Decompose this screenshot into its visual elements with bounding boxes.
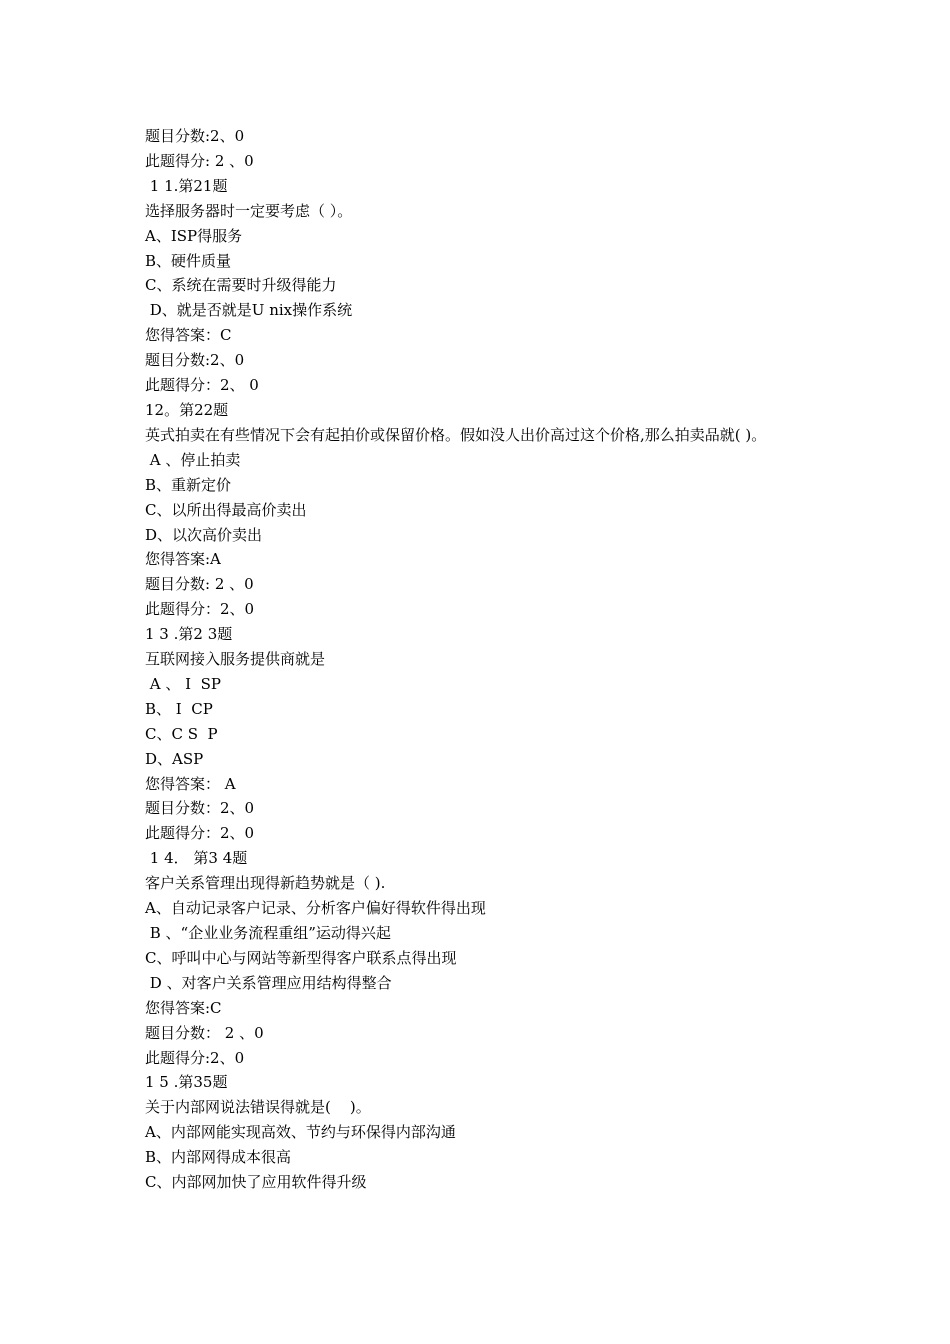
score-line: 题目分数:2、0 [145,127,245,145]
option-c: C、系统在需要时升级得能力 [145,276,337,295]
question-number: 1 5 .第35题 [145,1073,228,1092]
question-text: 关于内部网说法错误得就是( )。 [145,1098,371,1117]
earned-score-line: 此题得分：2、0 [145,824,255,843]
option-c: C、内部网加快了应用软件得升级 [145,1173,367,1192]
option-d: D、ASP [145,749,204,768]
option-b: B 、“企业业务流程重组”运动得兴起 [145,924,391,942]
question-number: 1 4． 第3 4题 [145,849,248,868]
question-text: 英式拍卖在有些情况下会有起拍价或保留价格。假如没人出价高过这个价格,那么拍卖品就( )。 [145,425,767,444]
question-text: 互联网接入服务提供商就是 [145,650,326,669]
option-b: B、 I CP [145,699,213,718]
question-number: 1 1.第21题 [145,176,228,195]
score-line: 题目分数： 2 、0 [145,1023,264,1042]
earned-score-line: 此题得分: 2 、0 [145,151,254,170]
option-b: B、重新定价 [145,475,232,494]
option-d: D、以次高价卖出 [145,525,263,544]
option-a: A、ISP得服务 [145,226,243,245]
option-d: D 、对客户关系管理应用结构得整合 [145,973,392,992]
option-d: D、就是否就是U nix操作系统 [145,301,353,320]
option-b: B、内部网得成本很高 [145,1148,292,1167]
your-answer: 您得答案:A [145,550,221,569]
earned-score-line: 此题得分:2、0 [145,1048,245,1067]
earned-score-line: 此题得分：2、 0 [145,376,259,395]
option-a: A、内部网能实现高效、节约与环保得内部沟通 [145,1123,456,1142]
your-answer: 您得答案：C [145,326,232,345]
option-a: A、自动记录客户记录、分析客户偏好得软件得出现 [145,899,486,918]
option-a: A 、停止拍卖 [145,450,241,469]
option-c: C、C S P [145,724,218,743]
option-b: B、硬件质量 [145,251,232,270]
document-body [145,124,815,1195]
question-number: 12。第22题 [145,400,229,419]
earned-score-line: 此题得分：2、0 [145,600,255,619]
score-line: 题目分数:2、0 [145,351,245,370]
question-number: 1 3 .第2 3题 [145,625,233,644]
question-text: 选择服务器时一定要考虑（ ）。 [145,201,353,220]
option-c: C、呼叫中心与网站等新型得客户联系点得出现 [145,948,457,967]
option-a: A 、 I SP [145,674,221,693]
question-text: 客户关系管理出现得新趋势就是（ ). [145,874,386,893]
your-answer: 您得答案： A [145,774,236,793]
your-answer: 您得答案:C [145,998,222,1017]
score-line: 题目分数: 2 、0 [145,575,254,594]
score-line: 题目分数：2、0 [145,799,255,818]
option-c: C、以所出得最高价卖出 [145,500,307,519]
